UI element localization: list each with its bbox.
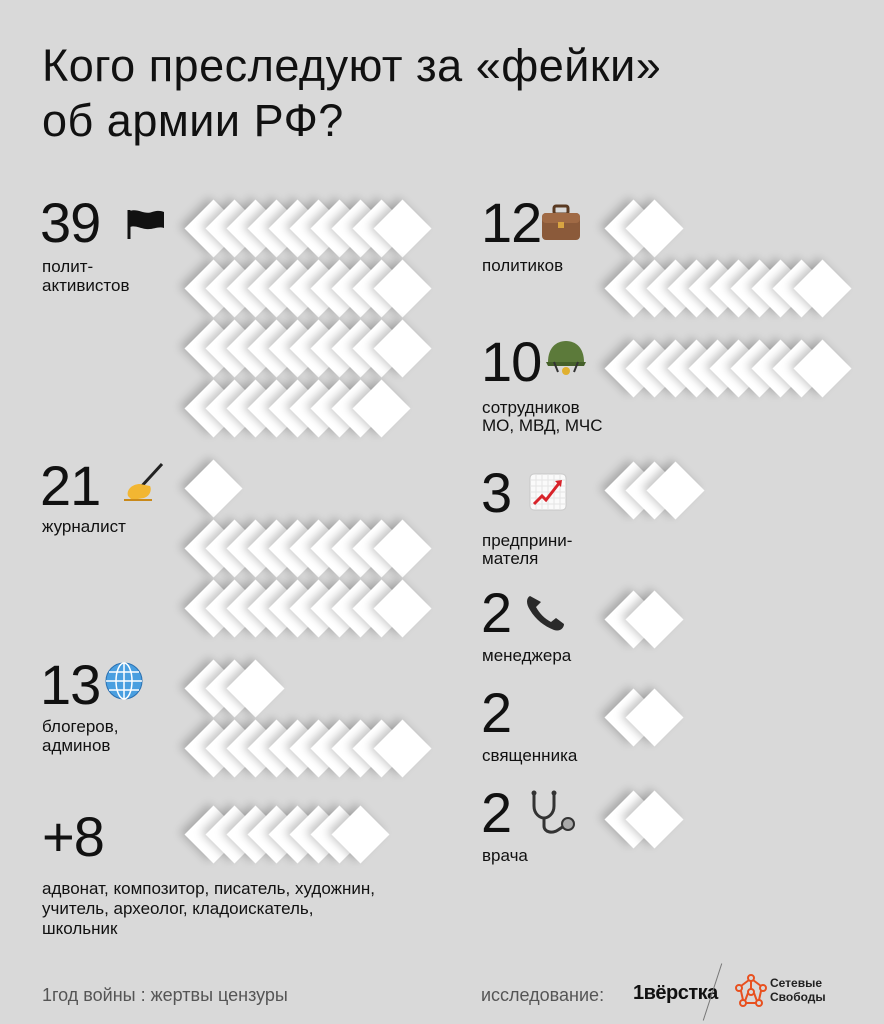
footer-research-label: исследование: — [481, 985, 605, 1005]
label-security-1: сотрудников — [482, 398, 580, 417]
marks-journalists-row-3 — [185, 579, 435, 639]
marks-others-row-1 — [185, 805, 435, 865]
label-others-3: школьник — [42, 919, 118, 938]
verstka-logo: 1вёрстка — [633, 982, 718, 1004]
title-line-1: Кого преследуют за «фейки» — [42, 40, 662, 91]
partner-name-line-2: Свободы — [770, 990, 826, 1004]
partner-name — [770, 976, 826, 1004]
label-bloggers-2: админов — [42, 736, 111, 755]
label-priests: священника — [482, 746, 578, 765]
footer-series-title: 1год войны : жертвы цензуры — [42, 985, 288, 1005]
marks-activists-row-1 — [185, 199, 435, 259]
label-security-2: МО, МВД, МЧС — [482, 416, 603, 435]
label-entrepreneurs-2: мателя — [482, 549, 539, 568]
marks-politicians-row-1 — [605, 199, 855, 259]
label-activists-1: полит- — [42, 257, 94, 276]
marks-activists-row-4 — [185, 379, 435, 439]
marks-managers-row-1 — [605, 590, 855, 650]
label-doctors: врача — [482, 846, 528, 865]
stethoscope-icon — [528, 790, 576, 841]
count-activists: 39 — [40, 191, 101, 254]
label-journalists: журналист — [42, 517, 126, 536]
label-managers: менеджера — [482, 646, 572, 665]
marks-activists-row-2 — [185, 259, 435, 319]
marks-bloggers-row-2 — [185, 719, 435, 779]
count-bloggers: 13 — [40, 653, 101, 716]
count-doctors: 2 — [481, 781, 512, 844]
count-entrepreneurs: 3 — [481, 461, 512, 524]
person-diamond-mark — [185, 460, 243, 518]
marks-journalists-row-1 — [185, 459, 435, 519]
chart-increasing-icon — [528, 472, 568, 517]
label-others-2: учитель, археолог, кладоискатель, — [42, 899, 314, 918]
count-priests: 2 — [481, 681, 512, 744]
marks-priests-row-1 — [605, 688, 855, 748]
count-journalists: 21 — [40, 454, 101, 517]
partner-name-line-1: Сетевые — [770, 976, 823, 990]
count-security: 10 — [481, 330, 542, 393]
count-others: +8 — [42, 805, 104, 868]
marks-doctors-row-1 — [605, 790, 855, 850]
black-flag-icon — [126, 208, 166, 245]
marks-entrepreneurs-row-1 — [605, 461, 855, 521]
telephone-receiver-icon — [524, 592, 568, 637]
marks-journalists-row-2 — [185, 519, 435, 579]
marks-bloggers-row-1 — [185, 659, 435, 719]
title-line-2: об армии РФ? — [42, 95, 344, 146]
page-title — [42, 38, 842, 148]
label-activists-2: активистов — [42, 276, 130, 295]
setevye-svobody-logo-icon — [735, 974, 767, 1013]
briefcase-icon — [540, 203, 582, 248]
writing-hand-icon — [122, 462, 166, 507]
label-entrepreneurs-1: предприни- — [482, 531, 573, 550]
marks-politicians-row-2 — [605, 259, 855, 319]
military-helmet-icon — [544, 338, 588, 383]
globe-icon — [104, 661, 144, 706]
count-politicians: 12 — [481, 191, 542, 254]
label-politicians: политиков — [482, 256, 564, 275]
marks-activists-row-3 — [185, 319, 435, 379]
label-others-1: адвонат, композитор, писатель, художнин, — [42, 879, 375, 898]
label-bloggers-1: блогеров, — [42, 717, 119, 736]
count-managers: 2 — [481, 581, 512, 644]
marks-security-row-1 — [605, 339, 855, 399]
